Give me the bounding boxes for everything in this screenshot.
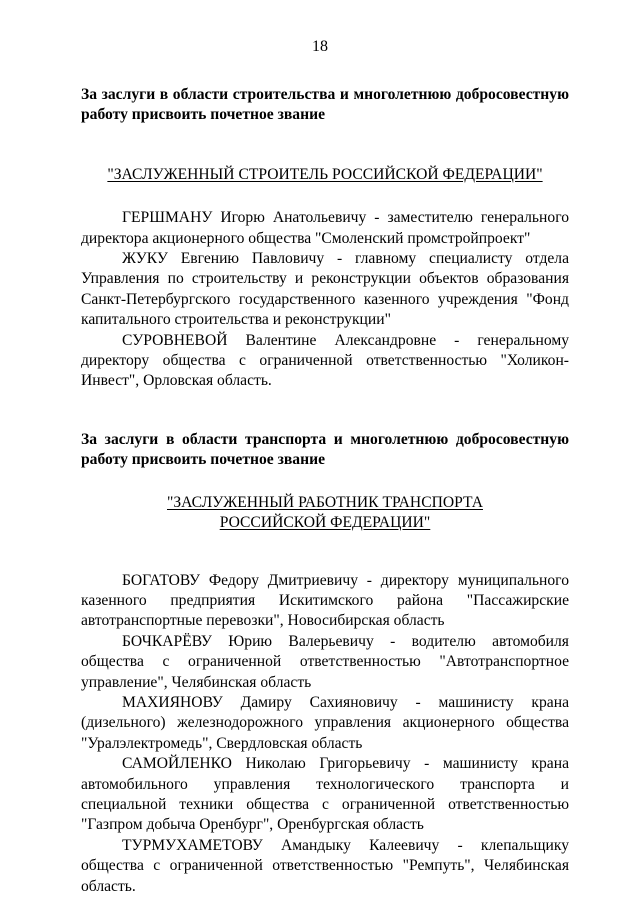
award-entry-zhuk: ЖУКУ Евгению Павловичу - главному специалисту отдела Управления по строительству и реконструкции объектов образования Санкт-Петербургского государственного казенного учреждения "Фонд капитального строительства и реконструкции"	[81, 250, 569, 329]
title-honored-transport-worker-line2: РОССИЙСКОЙ ФЕДЕРАЦИИ"	[219, 514, 431, 532]
award-entry-bochkarev: БОЧКАРЁВУ Юрию Валерьевичу - водителю автомобиля общества с ограниченной ответственностью "Автотранспортное управление", Челябинская область	[81, 632, 569, 691]
page-number: 18	[312, 38, 328, 55]
title-honored-transport-worker-line1: "ЗАСЛУЖЕННЫЙ РАБОТНИК ТРАНСПОРТА	[167, 493, 483, 511]
award-entry-turmukhametov: ТУРМУХАМЕТОВУ Амандыку Калеевичу - клепальщику общества с ограниченной ответственностью "Ремпуть", Челябинская область.	[81, 836, 569, 895]
award-entry-gershman: ГЕРШМАНУ Игорю Анатольевичу - заместителю генерального директора акционерного общества "Смоленский промстройпроект"	[81, 209, 569, 247]
award-entry-samoylenko: САМОЙЛЕНКО Николаю Григорьевичу - машинисту крана автомобильного управления технологического транспорта и специальной техники общества с ограниченной ответственностью "Газпром добыча Оренбург", Оренбургская область	[81, 755, 569, 834]
document-body	[81, 85, 569, 897]
section-intro-transport: За заслуги в области транспорта и многолетнюю добросовестную работу присвоить почетное звание	[81, 430, 569, 469]
award-entry-bogatov: БОГАТОВУ Федору Дмитриевичу - директору муниципального казенного предприятия Искитимского района "Пассажирские автотранспортные перевозки", Новосибирская область	[81, 571, 569, 630]
award-entry-surovneva: СУРОВНЕВОЙ Валентине Александровне - генеральному директору общества с ограниченной ответственностью "Холикон-Инвест", Орловская область.	[81, 331, 569, 390]
title-honored-builder: "ЗАСЛУЖЕННЫЙ СТРОИТЕЛЬ РОССИЙСКОЙ ФЕДЕРАЦИИ"	[107, 165, 543, 183]
award-entry-makhiyanov: МАХИЯНОВУ Дамиру Сахияновичу - машинисту крана (дизельного) железнодорожного управления акционерного общества "Уралэлектромедь", Свердловская область	[81, 693, 569, 752]
section-intro-construction: За заслуги в области строительства и многолетнюю добросовестную работу присвоить почетное звание	[81, 86, 569, 124]
